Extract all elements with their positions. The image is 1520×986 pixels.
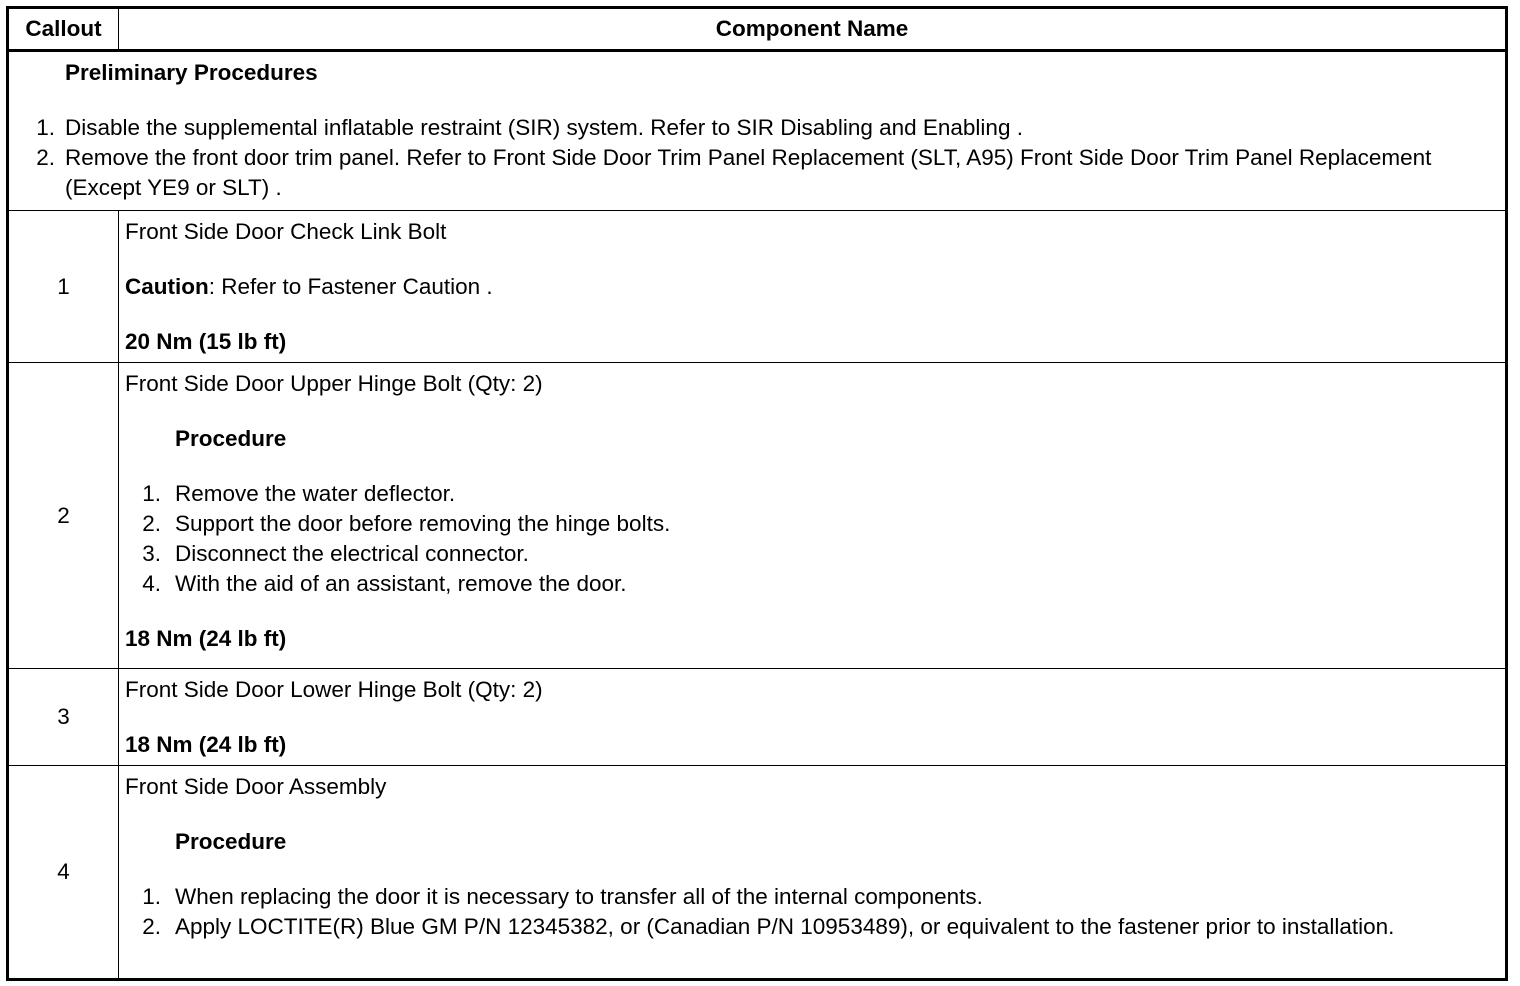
list-item [139, 539, 1499, 569]
step-text: Apply LOCTITE(R) Blue GM P/N 12345382, or (Canadian P/N 10953489), or equivalent to the fastener prior to installation. [175, 914, 1395, 939]
step-text: With the aid of an assistant, remove the door. [175, 571, 627, 596]
procedure-title: Procedure [175, 426, 287, 451]
component-name: Front Side Door Upper Hinge Bolt (Qty: 2) [125, 371, 543, 396]
list-item [139, 912, 1499, 942]
list-item [139, 569, 1499, 599]
step-text: Remove the water deflector. [175, 481, 456, 506]
list-item [139, 509, 1499, 539]
table-row [8, 363, 1507, 669]
step-text: Disable the supplemental inflatable restraint (SIR) system. Refer to SIR Disabling and Enabling . [65, 115, 1023, 140]
step-number: 2. [142, 511, 161, 536]
table-header-row [8, 8, 1507, 51]
table-row [8, 211, 1507, 363]
step-number: 1. [142, 884, 161, 909]
caution-label: Caution [125, 274, 209, 299]
caution-note [125, 272, 1499, 302]
preliminary-row [8, 51, 1507, 211]
torque-spec: 20 Nm (15 lb ft) [125, 329, 287, 354]
preliminary-steps [27, 113, 1499, 203]
step-number: 1. [36, 115, 55, 140]
callout-cell: 1 [8, 211, 119, 363]
procedure-steps [139, 882, 1499, 942]
procedure-title: Procedure [175, 829, 287, 854]
step-number: 2. [36, 145, 55, 170]
table-row [8, 766, 1507, 980]
step-text: Disconnect the electrical connector. [175, 541, 529, 566]
component-name: Front Side Door Check Link Bolt [125, 219, 447, 244]
step-number: 1. [142, 481, 161, 506]
component-cell [119, 211, 1507, 363]
component-cell [119, 363, 1507, 669]
list-item [27, 113, 1499, 143]
torque-spec: 18 Nm (24 lb ft) [125, 732, 287, 757]
step-text: When replacing the door it is necessary to transfer all of the internal components. [175, 884, 983, 909]
component-name: Front Side Door Lower Hinge Bolt (Qty: 2) [125, 677, 543, 702]
step-number: 3. [142, 541, 161, 566]
table-row [8, 669, 1507, 766]
preliminary-cell [8, 51, 1507, 211]
step-text: Support the door before removing the hinge bolts. [175, 511, 671, 536]
component-cell [119, 766, 1507, 980]
step-text: Remove the front door trim panel. Refer to Front Side Door Trim Panel Replacement (SLT, A95) Front Side Door Trim Panel Replacement (Except YE9 or SLT) . [65, 145, 1432, 200]
step-number: 4. [142, 571, 161, 596]
preliminary-title: Preliminary Procedures [65, 60, 318, 85]
component-name-header: Component Name [119, 8, 1507, 51]
callout-cell: 4 [8, 766, 119, 980]
torque-spec: 18 Nm (24 lb ft) [125, 626, 287, 651]
callout-header: Callout [8, 8, 119, 51]
callout-cell: 3 [8, 669, 119, 766]
list-item [27, 143, 1499, 203]
caution-text: : Refer to Fastener Caution . [208, 274, 493, 299]
step-number: 2. [142, 914, 161, 939]
list-item [139, 479, 1499, 509]
callout-cell: 2 [8, 363, 119, 669]
component-name: Front Side Door Assembly [125, 774, 387, 799]
list-item [139, 882, 1499, 912]
component-table [6, 6, 1508, 981]
component-cell [119, 669, 1507, 766]
procedure-steps [139, 479, 1499, 599]
